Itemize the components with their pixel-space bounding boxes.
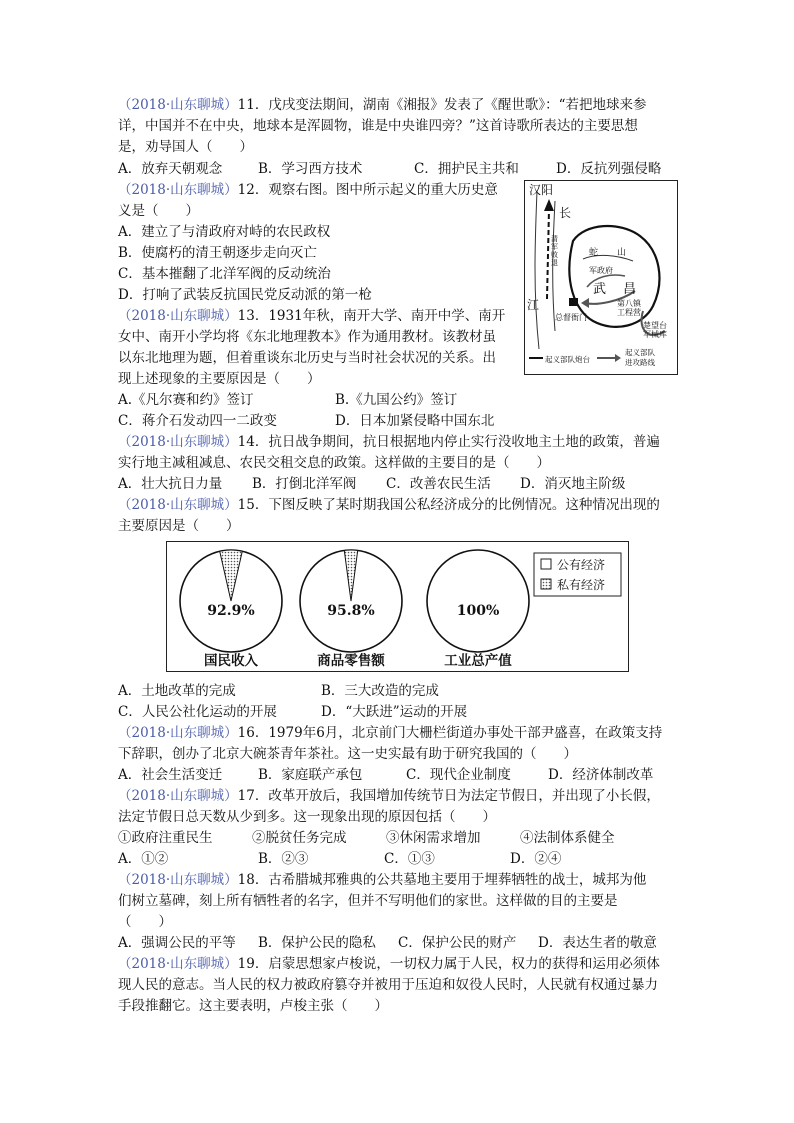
pie-legend-public: 公有经济: [557, 558, 606, 572]
q11-source: （2018·山东聊城）: [118, 97, 238, 113]
q12-option-c[interactable]: C．基本摧翻了北洋军阀的反动统治: [118, 266, 331, 282]
map-legend-route-arrow: [615, 354, 621, 362]
q16-option-b[interactable]: B．家庭联产承包: [258, 767, 363, 783]
map-label-jiang: 江: [527, 298, 540, 312]
map-city-wall: [569, 226, 659, 327]
map-label-she: 蛇: [589, 248, 599, 258]
map-legend-right-2: 进攻路线: [625, 358, 655, 367]
q19-stem-line3: 手段推翻它。这主要表明，卢梭主张（ ）: [118, 998, 388, 1014]
q15-option-c[interactable]: C．人民公社化运动的开展: [118, 704, 277, 720]
q17-option-d[interactable]: D．②④: [510, 851, 562, 867]
q19-stem-line2: 现人民的意志。当人民的权力被政府篡夺并被用于压迫和奴役人民时，人民就有权通过暴力: [118, 977, 658, 993]
q16-option-d[interactable]: D．经济体制改革: [548, 767, 654, 783]
q15-source: （2018·山东聊城）: [118, 497, 238, 513]
map-label-qing-2: 军: [551, 243, 558, 251]
q15-stem-line1: （2018·山东聊城）15．下图反映了某时期我国公私经济成分的比例情况。这种情况出现的: [118, 497, 660, 513]
q16-stem-line2: 下辞职，创办了北京大碗茶青年茶社。这一史实最有助于研究我国的（ ）: [118, 746, 577, 762]
q17-item-2: ②脱贫任务完成: [252, 830, 347, 846]
map-label-qing-1: 清: [551, 235, 558, 243]
q16-stem-line1: （2018·山东聊城）16．1979年6月，北京前门大栅栏街道办事处干部尹盛喜，在政策支持: [118, 725, 663, 741]
pie-group: [180, 550, 529, 669]
pie-category-label: 商品零售额: [317, 653, 385, 669]
q18-source: （2018·山东聊城）: [118, 872, 238, 888]
q11-option-c[interactable]: C．拥护民主共和: [414, 161, 519, 177]
map-river-bank-west: [535, 191, 539, 349]
q15-stem-line2: 主要原因是（ ）: [118, 518, 240, 534]
map-label-hanyang: 汉阳: [529, 183, 554, 197]
pie-category-label: 国民收入: [204, 653, 258, 669]
q11-option-b[interactable]: B．学习西方技术: [258, 161, 363, 177]
q12-source: （2018·山东聊城）: [118, 182, 238, 198]
map-svg: [525, 181, 677, 374]
q17-item-1: ①政府注重民生: [118, 830, 213, 846]
wuchang-uprising-map: [524, 180, 678, 375]
pie-legend-public-swatch: [541, 559, 551, 569]
q16-option-a[interactable]: A．社会生活变迁: [118, 767, 223, 783]
q18-stem-line3: （ ）: [118, 914, 172, 930]
q17-stem-line2: 法定节假日总天数从少到多。这一现象出现的原因包括（ ）: [118, 809, 496, 825]
q16-option-c[interactable]: C．现代企业制度: [406, 767, 511, 783]
q13-option-c[interactable]: C．蒋介石发动四一二政变: [118, 413, 277, 429]
map-retreat-route: [547, 209, 549, 299]
map-attack-arrow-1: [581, 298, 589, 308]
q17-option-c[interactable]: C．①③: [384, 851, 435, 867]
pie-value-label: 95.8%: [327, 603, 375, 619]
map-label-shan: 山: [617, 248, 627, 258]
q13-option-d[interactable]: D．日本加紧侵略中国东北: [335, 413, 495, 429]
q18-stem-line1: （2018·山东聊城）18．古希腊城邦雅典的公共墓地主要用于埋葬牺牲的战士，城邦为他: [118, 872, 647, 888]
q17-source: （2018·山东聊城）: [118, 788, 238, 804]
pie-circle: [427, 550, 529, 652]
q16-source: （2018·山东聊城）: [118, 725, 238, 741]
q18-option-d[interactable]: D．表达生者的敬意: [538, 935, 657, 951]
q15-option-b[interactable]: B．三大改造的完成: [321, 683, 439, 699]
q12-option-b[interactable]: B．使腐朽的清王朝逐步走向灭亡: [118, 245, 317, 261]
q17-option-a[interactable]: A．①②: [118, 851, 169, 867]
q11-option-a[interactable]: A．放弃天朝观念: [118, 161, 223, 177]
q18-option-b[interactable]: B．保护公民的隐私: [258, 935, 376, 951]
map-legend-left: 起义部队炮台: [545, 355, 590, 364]
map-label-chang2: 昌: [623, 282, 637, 297]
q13-stem-line4: 现上述现象的主要原因是（ ）: [118, 371, 321, 387]
q14-stem-line2: 实行地主减租减息、农民交租交息的政策。这样做的主要目的是（ ）: [118, 455, 550, 471]
q13-stem-line2: 女中、南开小学均将《东北地理教本》作为通用教材。该教材虽: [118, 329, 496, 345]
q14-option-c[interactable]: C．改善农民生活: [386, 476, 491, 492]
map-retreat-arrowhead: [544, 199, 554, 211]
q17-item-4: ④法制体系健全: [520, 830, 615, 846]
map-legend-right-1: 起义部队: [625, 348, 655, 357]
pie-chart-svg: [167, 542, 628, 671]
q18-option-c[interactable]: C．保护公民的财产: [398, 935, 517, 951]
q17-item-3: ③休闲需求增加: [386, 830, 481, 846]
q15-option-a[interactable]: A．土地改革的完成: [118, 683, 236, 699]
q15-option-d[interactable]: D．“大跃进”运动的开展: [321, 704, 468, 720]
q13-option-a[interactable]: A.《凡尔赛和约》签订: [118, 392, 254, 408]
pie-value-label: 100%: [456, 603, 500, 619]
map-label-wu: 武: [593, 282, 607, 297]
map-label-junzhengfu: 军政府: [589, 266, 613, 275]
q14-option-d[interactable]: D．消灭地主阶级: [520, 476, 626, 492]
q13-stem-line3: 以东北地理为题，但着重谈东北历史与当时社会状况的关系。出: [118, 350, 496, 366]
map-label-zongdu: 总督衙门: [555, 313, 587, 322]
q12-stem-line2: 义是（ ）: [118, 203, 199, 219]
map-label-dibazhen: 第八镇: [617, 299, 641, 308]
q13-source: （2018·山东聊城）: [118, 308, 238, 324]
q17-option-b[interactable]: B．②③: [258, 851, 309, 867]
map-label-chutai: 楚望台: [643, 321, 667, 330]
q17-stem-line1: （2018·山东聊城）17．改革开放后，我国增加传统节日为法定节假日，并出现了小长假，: [118, 788, 660, 804]
q11-stem-line1: （2018·山东聊城）11．戊戌变法期间，湖南《湘报》发表了《醒世歌》：“若把地球来参: [118, 97, 647, 113]
q14-option-a[interactable]: A．壮大抗日力量: [118, 476, 223, 492]
map-label-chang: 长: [559, 206, 572, 220]
map-label-junxieku: 军械库: [643, 330, 667, 339]
map-label-qing-3: 败: [551, 251, 558, 259]
q12-option-a[interactable]: A．建立了与清政府对峙的农民政权: [118, 224, 331, 240]
map-label-gongchengying: 工程营: [617, 308, 641, 317]
pie-chart-panel: [166, 541, 629, 672]
q18-stem-line2: 们树立墓碑，刻上所有牺牲者的名字，但并不写明他们的家世。这样做的目的主要是: [118, 893, 618, 909]
pie-legend-private: 私有经济: [557, 578, 606, 592]
pie-category-label: 工业总产值: [444, 653, 512, 669]
map-label-qing-4: 退: [551, 259, 558, 267]
q18-option-a[interactable]: A．强调公民的平等: [118, 935, 236, 951]
q14-option-b[interactable]: B．打倒北洋军阀: [252, 476, 357, 492]
q11-option-d[interactable]: D．反抗列强侵略: [556, 161, 662, 177]
q13-stem-line1: （2018·山东聊城）13．1931年秋，南开大学、南开中学、南开: [118, 308, 506, 324]
pie-value-label: 92.9%: [207, 603, 255, 619]
q14-source: （2018·山东聊城）: [118, 434, 238, 450]
q19-stem-line1: （2018·山东聊城）19．启蒙思想家卢梭说，一切权力属于人民，权力的获得和运用必须体: [118, 956, 660, 972]
q19-source: （2018·山东聊城）: [118, 956, 238, 972]
q11-stem-line3: 是，劝导国人（ ）: [118, 139, 253, 155]
q12-option-d[interactable]: D．打响了武装反抗国民党反动派的第一枪: [118, 287, 372, 303]
q14-stem-line1: （2018·山东聊城）14．抗日战争期间，抗日根据地内停止实行没收地主土地的政策，普遍: [118, 434, 660, 450]
map-yamen-marker: [569, 298, 578, 306]
q11-stem-line2: 详，中国并不在中央，地球本是浑圆物，谁是中央谁四旁？”这首诗歌所表达的主要思想: [118, 118, 638, 134]
q13-option-b[interactable]: B.《九国公约》签订: [335, 392, 458, 408]
q12-stem-line1: （2018·山东聊城）12．观察右图。图中所示起义的重大历史意: [118, 182, 498, 198]
pie-legend-private-swatch: [541, 579, 551, 589]
